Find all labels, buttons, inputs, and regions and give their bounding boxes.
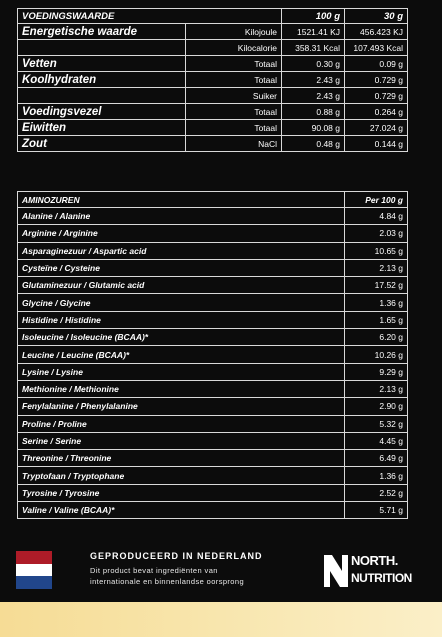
- amino-acid-value: 6.49 g: [345, 450, 408, 467]
- nutrient-subtype: Totaal: [186, 72, 282, 88]
- origin-line-2: internationale en binnenlandse oorsprong: [90, 577, 245, 586]
- amino-acid-name: Asparaginezuur / Aspartic acid: [18, 242, 345, 259]
- amino-acid-name: Alanine / Alanine: [18, 208, 345, 225]
- amino-acid-name: Methionine / Methionine: [18, 380, 345, 397]
- amino-row: [18, 277, 408, 294]
- flag-stripe-white: [16, 564, 52, 577]
- amino-acid-name: Arginine / Arginine: [18, 225, 345, 242]
- bottom-color-strip: [0, 602, 442, 637]
- netherlands-flag-icon: [16, 551, 52, 589]
- value-per-100g: 358.31 Kcal: [282, 40, 345, 56]
- nutrition-header-row: [18, 9, 408, 24]
- amino-acid-name: Glutaminezuur / Glutamic acid: [18, 277, 345, 294]
- nutrient-subtype: Totaal: [186, 56, 282, 72]
- amino-acid-name: Glycine / Glycine: [18, 294, 345, 311]
- nutrition-row: [18, 136, 408, 152]
- value-per-100g: 2.43 g: [282, 88, 345, 104]
- made-in-title: GEPRODUCEERD IN NEDERLAND: [90, 551, 263, 561]
- nutrient-subtype: Kilojoule: [186, 24, 282, 40]
- amino-acid-value: 2.90 g: [345, 398, 408, 415]
- nutrient-subtype: Suiker: [186, 88, 282, 104]
- value-per-30g: 0.729 g: [345, 88, 408, 104]
- amino-row: [18, 329, 408, 346]
- origin-line-1: Dit product bevat ingrediënten van: [90, 566, 218, 575]
- logo-text-north: NORTH.: [351, 553, 398, 568]
- amino-acid-name: Valine / Valine (BCAA)*: [18, 502, 345, 519]
- amino-acid-value: 10.65 g: [345, 242, 408, 259]
- amino-row: [18, 467, 408, 484]
- nutrient-name: Eiwitten: [18, 120, 186, 136]
- amino-acid-value: 6.20 g: [345, 329, 408, 346]
- nutrition-col-100g: 100 g: [282, 9, 345, 24]
- nutrition-row: [18, 24, 408, 40]
- amino-row: [18, 432, 408, 449]
- amino-row: [18, 311, 408, 328]
- amino-row: [18, 415, 408, 432]
- amino-row: [18, 398, 408, 415]
- amino-acid-value: 5.32 g: [345, 415, 408, 432]
- value-per-100g: 0.30 g: [282, 56, 345, 72]
- nutrient-subtype: Totaal: [186, 104, 282, 120]
- value-per-100g: 0.88 g: [282, 104, 345, 120]
- nutrient-name: Koolhydraten: [18, 72, 186, 88]
- amino-row: [18, 208, 408, 225]
- nutrition-col-30g: 30 g: [345, 9, 408, 24]
- amino-acid-value: 2.13 g: [345, 380, 408, 397]
- amino-acid-value: 9.29 g: [345, 363, 408, 380]
- value-per-30g: 456.423 KJ: [345, 24, 408, 40]
- amino-row: [18, 294, 408, 311]
- amino-acid-value: 4.84 g: [345, 208, 408, 225]
- amino-acid-name: Proline / Proline: [18, 415, 345, 432]
- logo-n-mark: [324, 555, 348, 587]
- amino-acid-value: 1.36 g: [345, 294, 408, 311]
- nutrient-name: [18, 40, 186, 56]
- nutrient-name: [18, 88, 186, 104]
- amino-acid-value: 17.52 g: [345, 277, 408, 294]
- amino-title: AMINOZUREN: [18, 192, 345, 208]
- nutrition-row: [18, 72, 408, 88]
- amino-acid-name: Isoleucine / Isoleucine (BCAA)*: [18, 329, 345, 346]
- nutrient-subtype: NaCl: [186, 136, 282, 152]
- amino-row: [18, 346, 408, 363]
- value-per-100g: 0.48 g: [282, 136, 345, 152]
- amino-acid-value: 2.52 g: [345, 484, 408, 501]
- amino-acid-name: Fenylalanine / Phenylalanine: [18, 398, 345, 415]
- nutrient-name: Zout: [18, 136, 186, 152]
- amino-header-row: [18, 192, 408, 208]
- flag-stripe-red: [16, 551, 52, 564]
- nutrition-row: [18, 40, 408, 56]
- amino-acid-value: 2.13 g: [345, 259, 408, 276]
- value-per-30g: 27.024 g: [345, 120, 408, 136]
- amino-row: [18, 259, 408, 276]
- amino-row: [18, 502, 408, 519]
- amino-row: [18, 380, 408, 397]
- amino-acid-value: 2.03 g: [345, 225, 408, 242]
- amino-row: [18, 225, 408, 242]
- value-per-30g: 0.264 g: [345, 104, 408, 120]
- amino-acid-name: Cysteïne / Cysteine: [18, 259, 345, 276]
- amino-col-per100g: Per 100 g: [345, 192, 408, 208]
- nutrient-name: Vetten: [18, 56, 186, 72]
- amino-acid-value: 4.45 g: [345, 432, 408, 449]
- value-per-100g: 2.43 g: [282, 72, 345, 88]
- nutrition-row: [18, 88, 408, 104]
- value-per-30g: 0.09 g: [345, 56, 408, 72]
- value-per-30g: 0.729 g: [345, 72, 408, 88]
- value-per-30g: 107.493 Kcal: [345, 40, 408, 56]
- amino-acid-name: Lysine / Lysine: [18, 363, 345, 380]
- logo-text-nutrition: NUTRITION: [351, 571, 412, 585]
- amino-acid-value: 5.71 g: [345, 502, 408, 519]
- amino-acid-value: 1.65 g: [345, 311, 408, 328]
- amino-acid-value: 10.26 g: [345, 346, 408, 363]
- value-per-30g: 0.144 g: [345, 136, 408, 152]
- nutrition-title: VOEDINGSWAARDE: [18, 9, 282, 24]
- amino-row: [18, 450, 408, 467]
- nutrient-subtype: Kilocalorie: [186, 40, 282, 56]
- amino-acid-table: [17, 191, 408, 519]
- value-per-100g: 90.08 g: [282, 120, 345, 136]
- made-in-block: [90, 551, 310, 587]
- nutrient-subtype: Totaal: [186, 120, 282, 136]
- nutrition-table: [17, 8, 408, 152]
- nutrient-name: Voedingsvezel: [18, 104, 186, 120]
- amino-row: [18, 484, 408, 501]
- nutrition-row: [18, 56, 408, 72]
- value-per-100g: 1521.41 KJ: [282, 24, 345, 40]
- amino-acid-name: Histidine / Histidine: [18, 311, 345, 328]
- nutrition-row: [18, 120, 408, 136]
- nutrient-name: Energetische waarde: [18, 24, 186, 40]
- amino-acid-name: Threonine / Threonine: [18, 450, 345, 467]
- amino-acid-value: 1.36 g: [345, 467, 408, 484]
- amino-row: [18, 242, 408, 259]
- amino-acid-name: Tryptofaan / Tryptophane: [18, 467, 345, 484]
- amino-acid-name: Serine / Serine: [18, 432, 345, 449]
- amino-acid-name: Leucine / Leucine (BCAA)*: [18, 346, 345, 363]
- amino-row: [18, 363, 408, 380]
- flag-stripe-blue: [16, 576, 52, 589]
- amino-acid-name: Tyrosine / Tyrosine: [18, 484, 345, 501]
- nutrition-row: [18, 104, 408, 120]
